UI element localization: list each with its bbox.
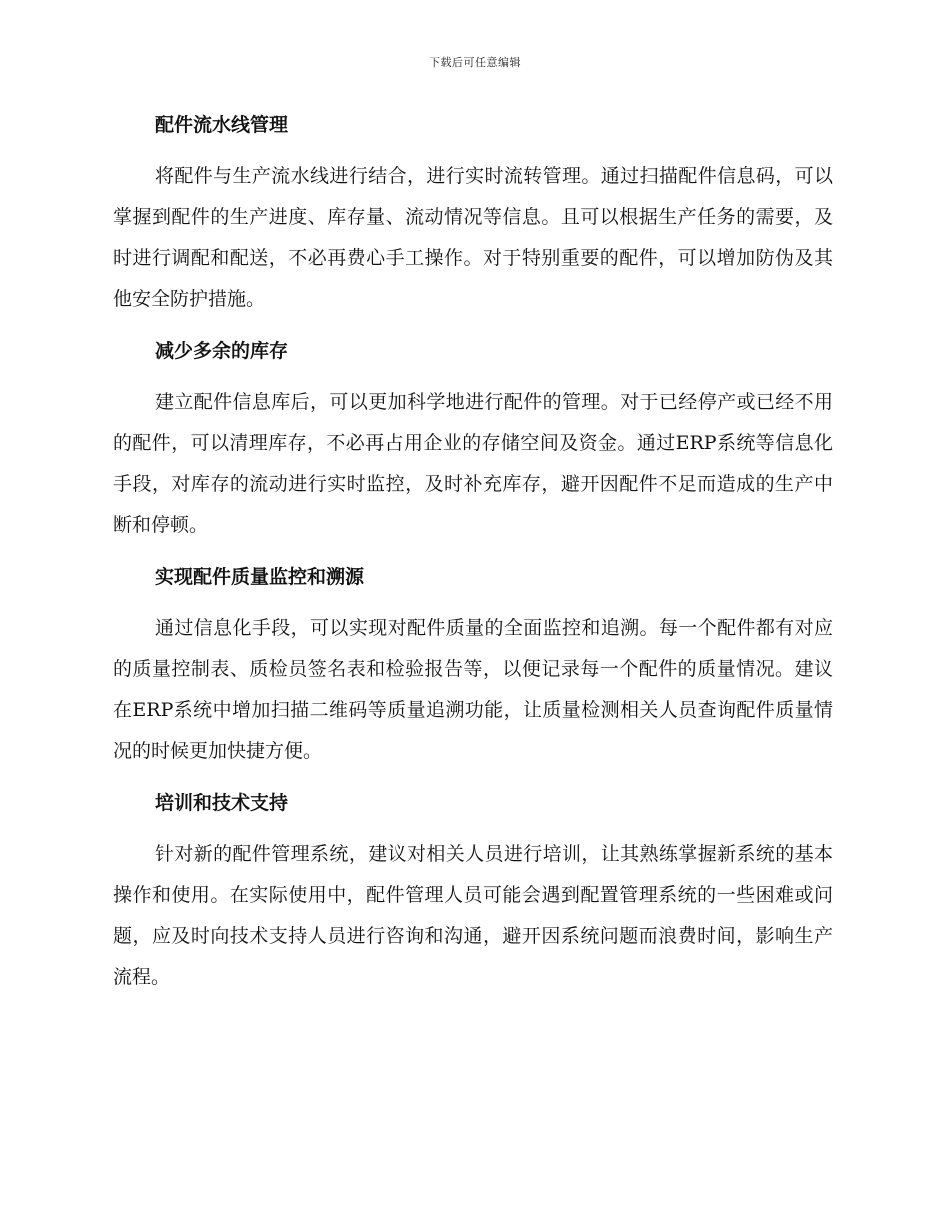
page-header: 下载后可任意编辑 [429,56,521,69]
section-assembly-line [113,110,833,320]
section-heading: 实现配件质量监控和溯源 [155,566,365,588]
section-heading: 配件流水线管理 [155,114,289,136]
section-heading: 减少多余的库存 [155,340,289,362]
document-content [113,110,833,1014]
section-reduce-inventory [113,336,833,546]
section-training-support [113,788,833,998]
section-paragraph: 建立配件信息库后，可以更加科学地进行配件的管理。对于已经停产或已经不用的配件，可以清理库存，不必再占用企业的存储空间及资金。通过ERP系统等信息化手段，对库存的流动进行实时监控，及时补充库存，避开因配件不足而造成的生产中断和停顿。 [113,391,833,536]
section-paragraph: 将配件与生产流水线进行结合，进行实时流转管理。通过扫描配件信息码，可以掌握到配件的生产进度、库存量、流动情况等信息。且可以根据生产任务的需要，及时进行调配和配送，不必再费心手工操作。对于特别重要的配件，可以增加防伪及其他安全防护措施。 [113,165,833,310]
section-quality-tracing [113,562,833,772]
section-paragraph: 通过信息化手段，可以实现对配件质量的全面监控和追溯。每一个配件都有对应的质量控制表、质检员签名表和检验报告等，以便记录每一个配件的质量情况。建议在ERP系统中增加扫描二维码等质量追溯功能，让质量检测相关人员查询配件质量情况的时候更加快捷方便。 [113,617,833,762]
section-heading: 培训和技术支持 [155,792,289,814]
section-paragraph: 针对新的配件管理系统，建议对相关人员进行培训，让其熟练掌握新系统的基本操作和使用。在实际使用中，配件管理人员可能会遇到配置管理系统的一些困难或问题，应及时向技术支持人员进行咨询和沟通，避开因系统问题而浪费时间，影响生产流程。 [113,843,833,988]
